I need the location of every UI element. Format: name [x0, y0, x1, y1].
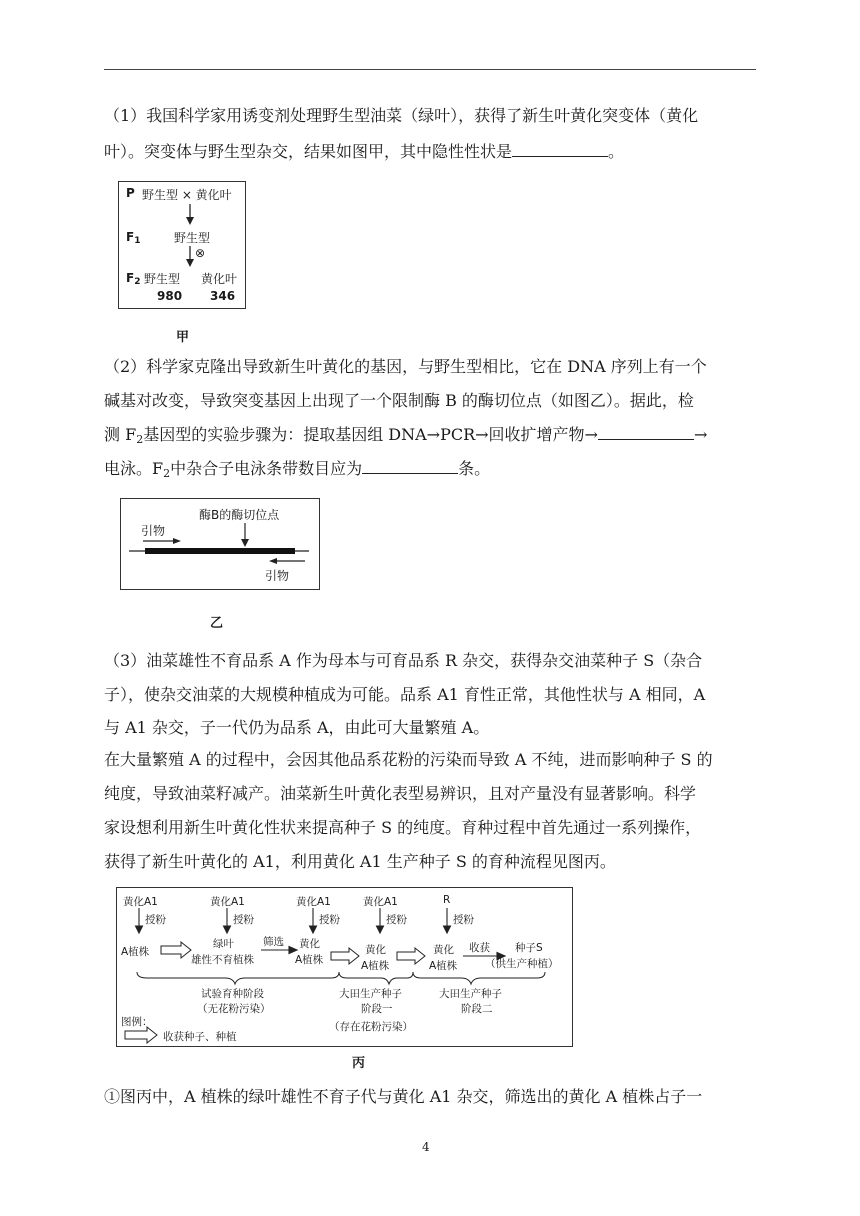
f2-label: $F_2$ [126, 271, 141, 287]
pollinate-label: 授粉 [319, 914, 340, 926]
node-yellow-3-label: 黄化 [433, 944, 454, 956]
pollution-note: （存在花粉污染） [329, 1021, 413, 1033]
dna-diagram [121, 499, 319, 589]
donor-3-label: 黄化A1 [296, 896, 331, 908]
f2-yellow-label: 黄化叶 [201, 272, 238, 286]
f2-wild-label: 野生型 [144, 272, 181, 286]
node-green-label: 绿叶 [213, 938, 234, 950]
q2-line-4: 电泳。F2中杂合子电泳条带数目应为 条。 [104, 454, 760, 489]
seed-note-label: （供生产种植） [485, 958, 559, 970]
page-number: 4 [422, 1140, 430, 1154]
figure-bing-caption: 丙 [352, 1056, 366, 1071]
node-yellow-2-sub-label: A植株 [361, 960, 390, 972]
q3-line-5: 纯度，导致油菜籽减产。油菜新生叶黄化表型易辨识，且对产量没有显著影响。科学 [104, 784, 697, 803]
q3-line-6: 家设想利用新生叶黄化性状来提高种子 S 的纯度。育种过程中首先通过一系列操作， [104, 818, 702, 837]
figure-yi-caption: 乙 [210, 616, 224, 631]
donor-4-label: 黄化A1 [363, 896, 398, 908]
f2-wild-count: 980 [157, 289, 183, 303]
pollinate-label: 授粉 [145, 914, 166, 926]
legend-title: 图例： [121, 1016, 153, 1028]
selfing-icon: ⊗ [195, 246, 206, 260]
q2-line-2: 碱基对改变，导致突变基因上出现了一个限制酶 B 的酶切位点（如图乙）。据此，检 [104, 391, 694, 410]
primer-bottom-label: 引物 [265, 569, 290, 583]
primer-top-label: 引物 [141, 524, 166, 538]
p-label: P [126, 186, 135, 200]
stage-1-label: 试验育种阶段 [201, 988, 264, 1000]
f2-yellow-count: 346 [210, 289, 236, 303]
f1-text: 野生型 [174, 231, 211, 245]
f1-label: $F_1$ [126, 230, 141, 246]
harvest-label: 收获 [469, 942, 490, 954]
pollinate-label: 授粉 [386, 914, 407, 926]
node-yellow-1-label: 黄化 [299, 938, 320, 950]
answer-blank-3[interactable] [362, 455, 458, 474]
stage-2-label: 大田生产种子 [339, 988, 402, 1000]
arrow-down-icon [185, 204, 195, 226]
node-yellow-3-sub-label: A植株 [429, 960, 458, 972]
answer-blank-2[interactable] [598, 421, 694, 440]
node-green-sub-label: 雄性不育植株 [191, 954, 254, 966]
stage-1-note: （无花粉污染） [197, 1003, 271, 1015]
q3-line-3: 与 A1 杂交，子一代仍为品系 A，由此可大量繁殖 A。 [104, 718, 490, 737]
q1-line-2: 叶）。突变体与野生型杂交，结果如图甲，其中隐性性状是 。 [104, 137, 760, 167]
enzyme-site-label: 酶B的酶切位点 [199, 508, 280, 522]
q3-line-4: 在大量繁殖 A 的过程中，会因其他品系花粉的污染而导致 A 不纯，进而影响种子 S 的 [104, 750, 713, 769]
answer-blank-1[interactable] [512, 138, 608, 157]
screen-label: 筛选 [263, 936, 284, 948]
q2-line-3: 测 F2基因型的实验步骤为：提取基因组 DNA→PCR→回收扩增产物→ → [104, 420, 760, 455]
stage-2-sub-label: 阶段一 [361, 1003, 393, 1015]
donor-2-label: 黄化A1 [210, 896, 245, 908]
donor-1-label: 黄化A1 [123, 896, 158, 908]
p-cross-text: 野生型 × 黄化叶 [142, 188, 232, 202]
pollinate-label: 授粉 [233, 914, 254, 926]
node-yellow-2-label: 黄化 [365, 944, 386, 956]
legend-text: 收获种子、种植 [163, 1031, 237, 1043]
q1-line-1: （1）我国科学家用诱变剂处理野生型油菜（绿叶），获得了新生叶黄化突变体（黄化 [104, 106, 699, 125]
pollinate-label: 授粉 [453, 914, 474, 926]
gene-segment [145, 548, 295, 554]
header-rule [104, 69, 756, 70]
seed-s-label: 种子S [515, 942, 543, 954]
q2-line-1: （2）科学家克隆出导致新生叶黄化的基因，与野生型相比，它在 DNA 序列上有一个 [104, 357, 707, 376]
q3-line-7: 获得了新生叶黄化的 A1，利用黄化 A1 生产种子 S 的育种流程见图丙。 [104, 852, 616, 871]
figure-bing [116, 887, 573, 1047]
arrow-down-icon [185, 246, 195, 268]
q3-line-2: 子），使杂交油菜的大规模种植成为可能。品系 A1 育性正常，其他性状与 A 相同，A [104, 685, 706, 704]
stage-3-sub-label: 阶段二 [461, 1003, 493, 1015]
figure-yi [120, 498, 320, 590]
start-node-label: A植株 [121, 946, 150, 958]
figure-jia [118, 181, 246, 309]
q3-line-1: （3）油菜雄性不育品系 A 作为母本与可育品系 R 杂交，获得杂交油菜种子 S（杂合 [104, 651, 703, 670]
donor-5-label: R [443, 894, 451, 906]
q3-sub1-line-1: ①图丙中，A 植株的绿叶雄性不育子代与黄化 A1 杂交，筛选出的黄化 A 植株占子一 [104, 1087, 703, 1106]
figure-jia-caption: 甲 [176, 330, 190, 345]
node-yellow-1-sub-label: A植株 [295, 954, 324, 966]
stage-3-label: 大田生产种子 [439, 988, 502, 1000]
